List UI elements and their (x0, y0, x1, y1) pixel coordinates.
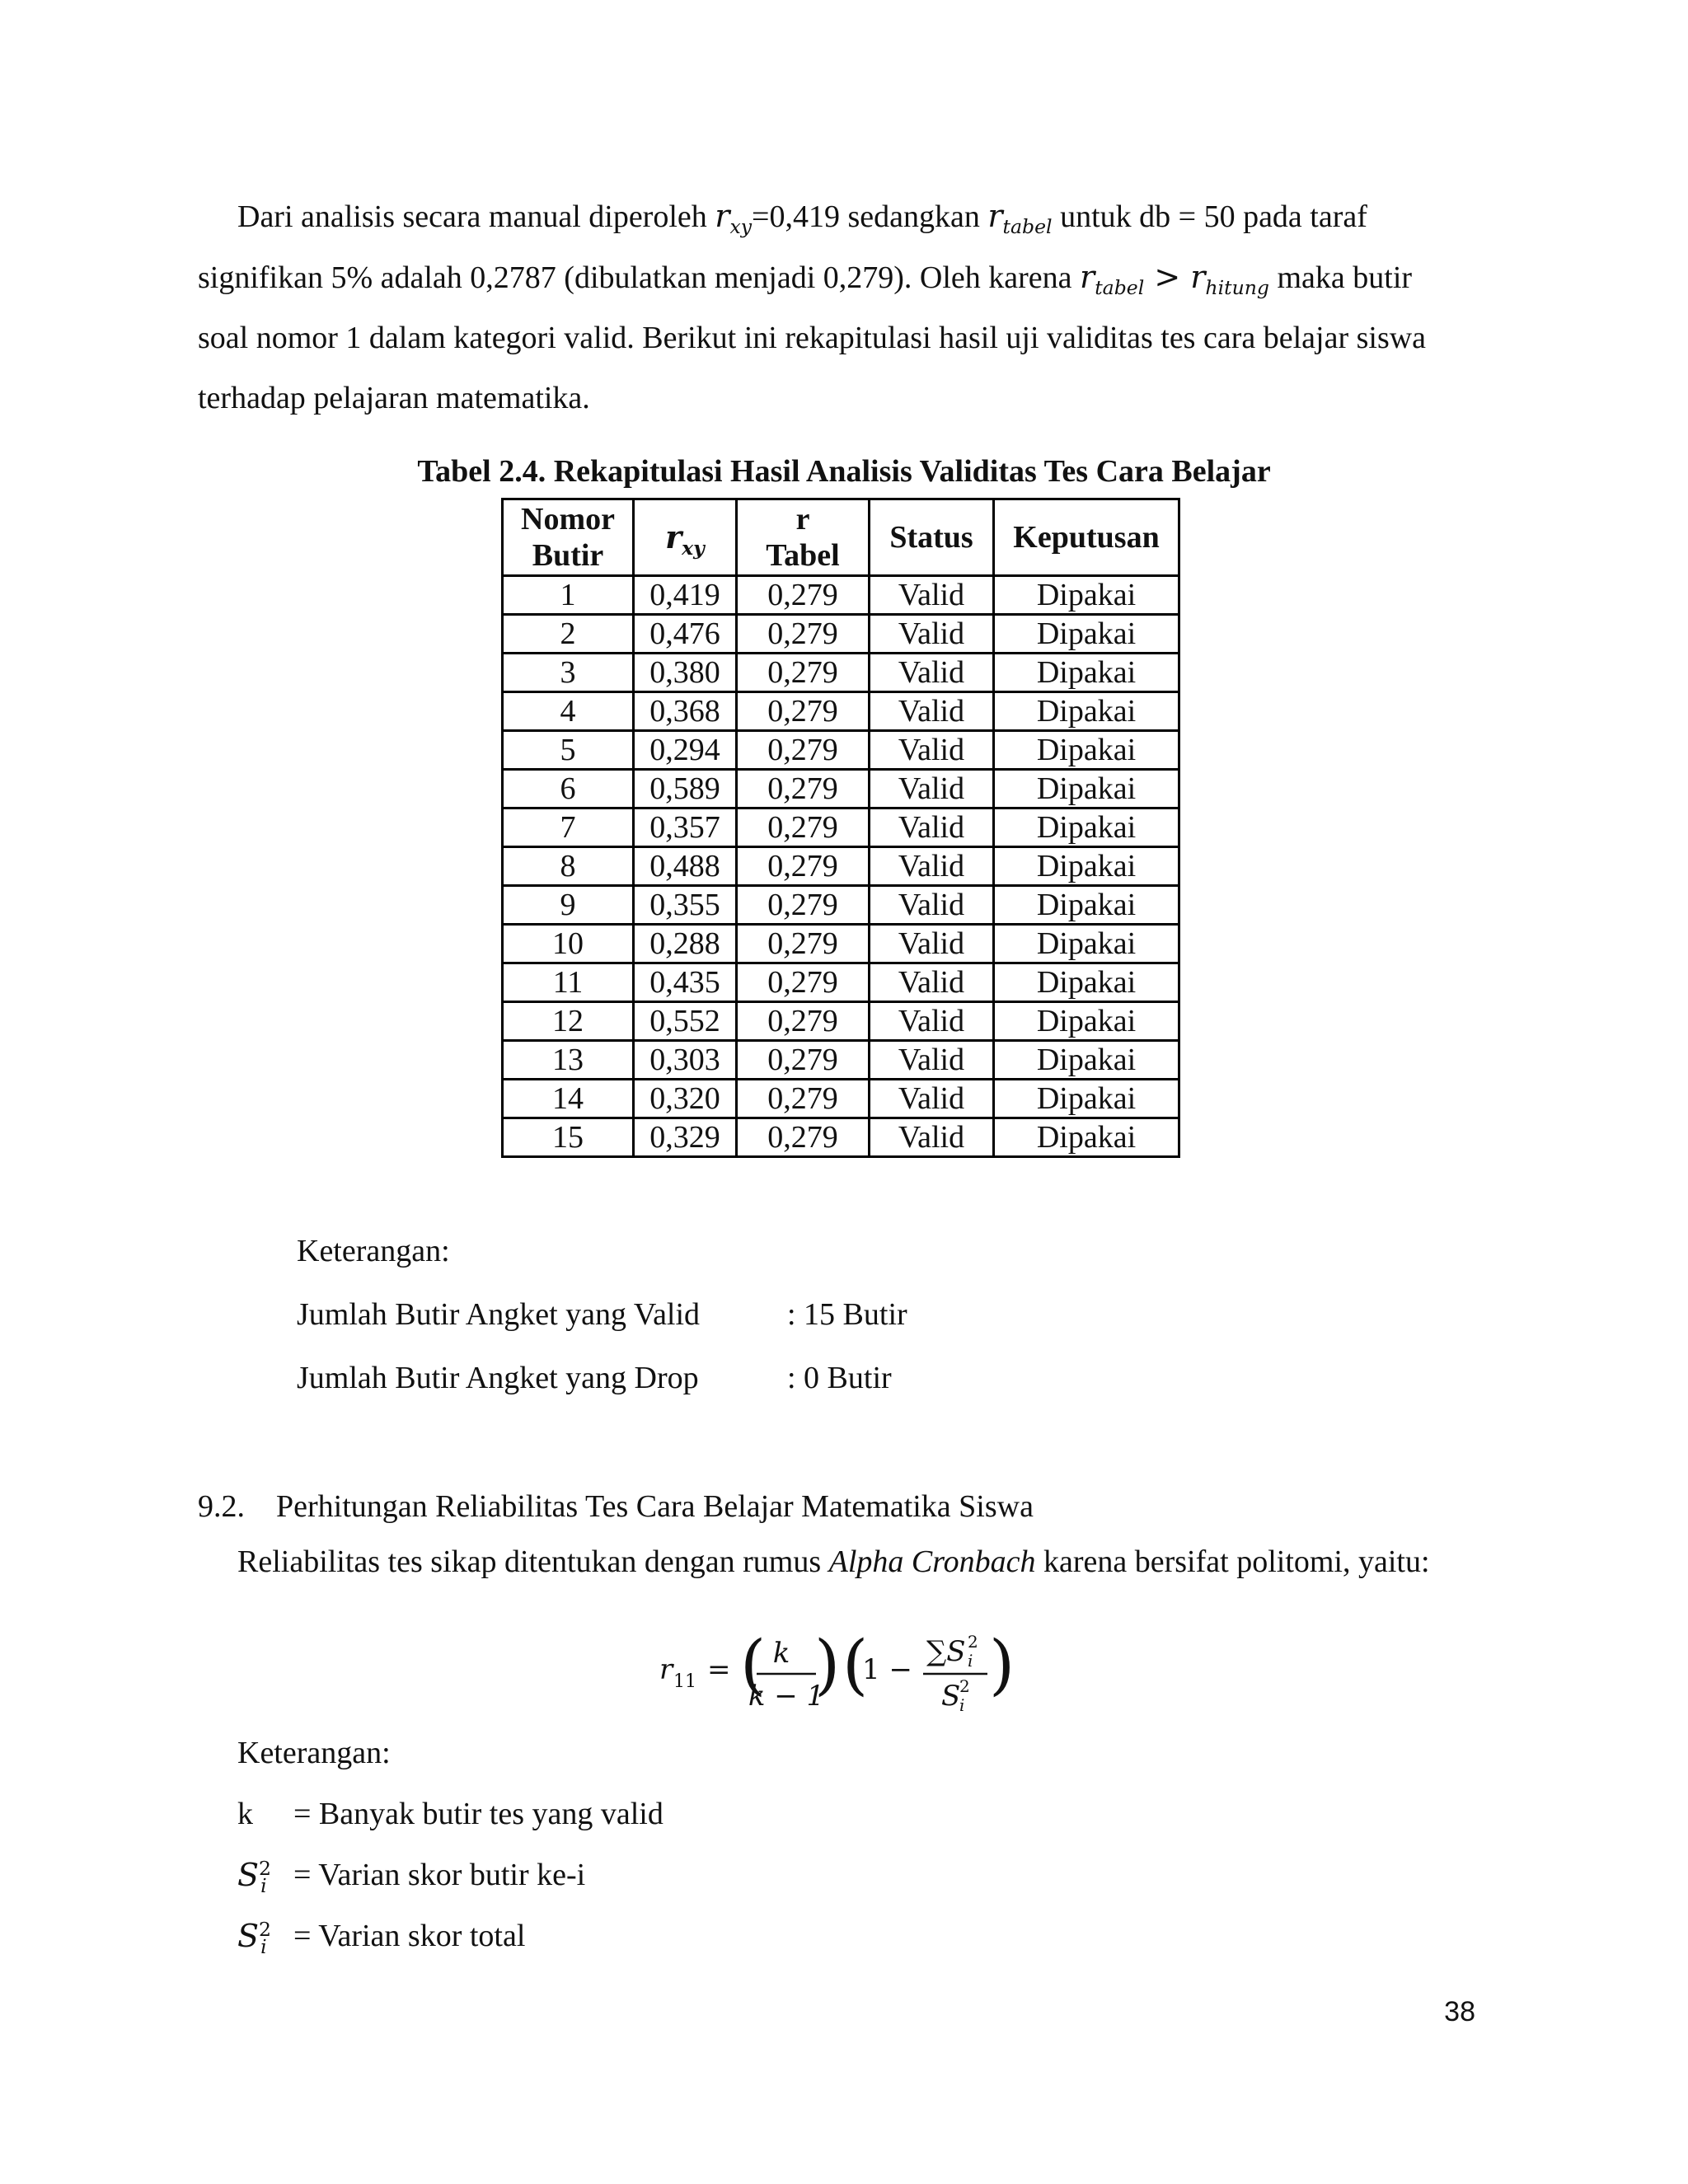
cell-rxy: 0,488 (634, 847, 737, 886)
cell-rtabel: 0,279 (737, 770, 870, 808)
r-hitung-symbol: $r_{hitung}$ (1190, 259, 1269, 300)
cell-status: Valid (870, 1002, 994, 1041)
table-row (503, 963, 1179, 1002)
fraction-num-k: k (772, 1637, 790, 1670)
table-row (503, 925, 1179, 963)
cell-rxy: 0,368 (634, 692, 737, 731)
formula-lhs-sub: 11 (673, 1671, 696, 1692)
cell-keputusan: Dipakai (994, 731, 1179, 770)
section-number: 9.2. (198, 1489, 245, 1524)
cell-keputusan: Dipakai (994, 1002, 1179, 1041)
paragraph-line-4: terhadap pelajaran matematika. (198, 381, 590, 415)
left-paren-1: ( (740, 1628, 767, 1703)
desc-k: = Banyak butir tes yang valid (293, 1797, 663, 1831)
paragraph-line-3: soal nomor 1 dalam kategori valid. Berikut ini rekapitulasi hasil uji validitas tes cara belajar siswa (198, 321, 1427, 355)
den-sub: i (959, 1695, 965, 1715)
r-xy-symbol: $r_{xy}$ (715, 198, 753, 239)
cell-rxy: 0,380 (634, 654, 737, 692)
cell-nomor: 6 (503, 770, 634, 808)
cell-status: Valid (870, 925, 994, 963)
header-r-tabel: r Tabel (737, 499, 870, 576)
cell-keputusan: Dipakai (994, 963, 1179, 1002)
r-tabel-symbol: $r_{tabel}$ (987, 198, 1053, 239)
cell-nomor: 13 (503, 1041, 634, 1080)
cell-rtabel: 0,279 (737, 1080, 870, 1118)
cell-rtabel: 0,279 (737, 731, 870, 770)
cell-keputusan: Dipakai (994, 576, 1179, 615)
drop-count-value: : 0 Butir (787, 1361, 892, 1395)
cell-nomor: 2 (503, 615, 634, 654)
valid-count-label: Jumlah Butir Angket yang Valid (297, 1297, 701, 1332)
cell-nomor: 10 (503, 925, 634, 963)
cell-rxy: 0,288 (634, 925, 737, 963)
den-s: S (941, 1680, 961, 1713)
valid-count-value: : 15 Butir (787, 1297, 907, 1332)
keterangan-summary (297, 1220, 907, 1410)
cell-rxy: 0,303 (634, 1041, 737, 1080)
table-row (503, 770, 1179, 808)
symbol-si2-total: $S^2_i$ (237, 1918, 272, 1959)
cell-nomor: 4 (503, 692, 634, 731)
cell-status: Valid (870, 1080, 994, 1118)
cell-keputusan: Dipakai (994, 847, 1179, 886)
cell-rxy: 0,419 (634, 576, 737, 615)
cell-nomor: 12 (503, 1002, 634, 1041)
table-row (503, 1002, 1179, 1041)
table-row (503, 847, 1179, 886)
reliability-intro: Reliabilitas tes sikap ditentukan dengan rumus Alpha Cronbach karena bersifat politomi, yaitu: (237, 1544, 1430, 1579)
cell-status: Valid (870, 576, 994, 615)
cell-status: Valid (870, 963, 994, 1002)
cell-rtabel: 0,279 (737, 1118, 870, 1157)
cell-keputusan: Dipakai (994, 808, 1179, 847)
cell-status: Valid (870, 770, 994, 808)
valid-count-row (297, 1283, 907, 1347)
cell-rtabel: 0,279 (737, 654, 870, 692)
cell-rtabel: 0,279 (737, 847, 870, 886)
header-nomor-butir: Nomor Butir (503, 499, 634, 576)
table-row (503, 692, 1179, 731)
drop-count-label: Jumlah Butir Angket yang Drop (297, 1361, 699, 1395)
table-row (503, 654, 1179, 692)
cell-status: Valid (870, 692, 994, 731)
cell-rtabel: 0,279 (737, 576, 870, 615)
cell-keputusan: Dipakai (994, 615, 1179, 654)
cell-rxy: 0,589 (634, 770, 737, 808)
cell-nomor: 14 (503, 1080, 634, 1118)
left-paren-2: ( (842, 1628, 869, 1703)
paragraph-line-1: Dari analisis secara manual diperoleh $r_{xy}=0,419$ sedangkan $r_{tabel}$ untuk db = 50 pada taraf (237, 198, 1367, 239)
table-row (503, 615, 1179, 654)
formula-lhs: r (659, 1653, 673, 1686)
cell-keputusan: Dipakai (994, 1118, 1179, 1157)
cell-nomor: 3 (503, 654, 634, 692)
den-sup: 2 (959, 1676, 970, 1696)
cell-nomor: 7 (503, 808, 634, 847)
formula-one-minus: 1 − (862, 1653, 912, 1686)
cell-rxy: 0,476 (634, 615, 737, 654)
right-paren-1: ) (814, 1628, 841, 1703)
table-body (503, 576, 1179, 1157)
cell-keputusan: Dipakai (994, 1041, 1179, 1080)
sum-sup: 2 (968, 1632, 978, 1652)
cell-rtabel: 0,279 (737, 808, 870, 847)
cell-rxy: 0,320 (634, 1080, 737, 1118)
formula-equals: = (707, 1653, 731, 1686)
greater-than-sign: > (1144, 259, 1191, 295)
symbol-k: k (237, 1797, 253, 1831)
table-header-row (503, 499, 1179, 576)
definition-si-item (237, 1844, 663, 1905)
table-caption: Tabel 2.4. Rekapitulasi Hasil Analisis Validitas Tes Cara Belajar (417, 454, 1271, 489)
desc-si2-item: = Varian skor butir ke-i (293, 1858, 586, 1892)
intro-paragraph (198, 186, 1484, 429)
definition-si-total (237, 1905, 663, 1966)
cell-rtabel: 0,279 (737, 1041, 870, 1080)
table-row (503, 1080, 1179, 1118)
paragraph-line-2: signifikan 5% adalah 0,2787 (dibulatkan menjadi 0,279). Oleh karena $r_{tabel} > r_{hitung}$ maka butir (198, 259, 1413, 300)
cell-rxy: 0,329 (634, 1118, 737, 1157)
cell-status: Valid (870, 847, 994, 886)
cell-status: Valid (870, 615, 994, 654)
cell-rxy: 0,357 (634, 808, 737, 847)
header-rxy: $r_{xy}$ (634, 499, 737, 576)
alpha-cronbach-formula (659, 1628, 1039, 1727)
cell-status: Valid (870, 886, 994, 925)
cell-nomor: 5 (503, 731, 634, 770)
cell-nomor: 1 (503, 576, 634, 615)
cell-status: Valid (870, 808, 994, 847)
desc-si2-total: = Varian skor total (293, 1919, 526, 1953)
right-paren-2: ) (989, 1628, 1015, 1703)
definition-k (237, 1783, 663, 1844)
cell-status: Valid (870, 1118, 994, 1157)
cell-keputusan: Dipakai (994, 886, 1179, 925)
table-row (503, 576, 1179, 615)
sum-symbol: ∑S (926, 1635, 966, 1668)
formula-graphic (659, 1628, 1039, 1718)
table-row (503, 1118, 1179, 1157)
section-heading (198, 1488, 1034, 1525)
cell-rtabel: 0,279 (737, 615, 870, 654)
validity-table (501, 498, 1180, 1158)
cell-rtabel: 0,279 (737, 886, 870, 925)
cell-keputusan: Dipakai (994, 692, 1179, 731)
cell-rxy: 0,435 (634, 963, 737, 1002)
cell-nomor: 8 (503, 847, 634, 886)
table-row (503, 808, 1179, 847)
table-row (503, 886, 1179, 925)
cell-rxy: 0,294 (634, 731, 737, 770)
section-title: Perhitungan Reliabilitas Tes Cara Belajar Matematika Siswa (276, 1489, 1034, 1524)
definitions-title: Keterangan: (237, 1736, 391, 1770)
header-keputusan: Keputusan (994, 499, 1179, 576)
drop-count-row (297, 1347, 907, 1410)
cell-keputusan: Dipakai (994, 654, 1179, 692)
cell-rtabel: 0,279 (737, 1002, 870, 1041)
cell-status: Valid (870, 654, 994, 692)
cell-rtabel: 0,279 (737, 925, 870, 963)
r-tabel-symbol-2: $r_{tabel}$ (1080, 259, 1145, 300)
cell-keputusan: Dipakai (994, 925, 1179, 963)
cell-rtabel: 0,279 (737, 963, 870, 1002)
table-row (503, 731, 1179, 770)
cell-rxy: 0,355 (634, 886, 737, 925)
cell-nomor: 9 (503, 886, 634, 925)
table-row (503, 1041, 1179, 1080)
cell-nomor: 15 (503, 1118, 634, 1157)
keterangan-definitions (237, 1722, 663, 1966)
keterangan-title: Keterangan: (297, 1234, 450, 1268)
cell-keputusan: Dipakai (994, 1080, 1179, 1118)
cell-keputusan: Dipakai (994, 770, 1179, 808)
cell-status: Valid (870, 1041, 994, 1080)
symbol-si2-item: $S^2_i$ (237, 1857, 272, 1898)
page-number: 38 (1444, 1996, 1475, 2027)
fraction-den-k-minus-1: k − 1 (748, 1680, 825, 1713)
alpha-cronbach-term: Alpha Cronbach (828, 1544, 1036, 1579)
cell-rtabel: 0,279 (737, 692, 870, 731)
cell-status: Valid (870, 731, 994, 770)
cell-nomor: 11 (503, 963, 634, 1002)
header-status: Status (870, 499, 994, 576)
sum-sub: i (968, 1651, 973, 1671)
cell-rxy: 0,552 (634, 1002, 737, 1041)
